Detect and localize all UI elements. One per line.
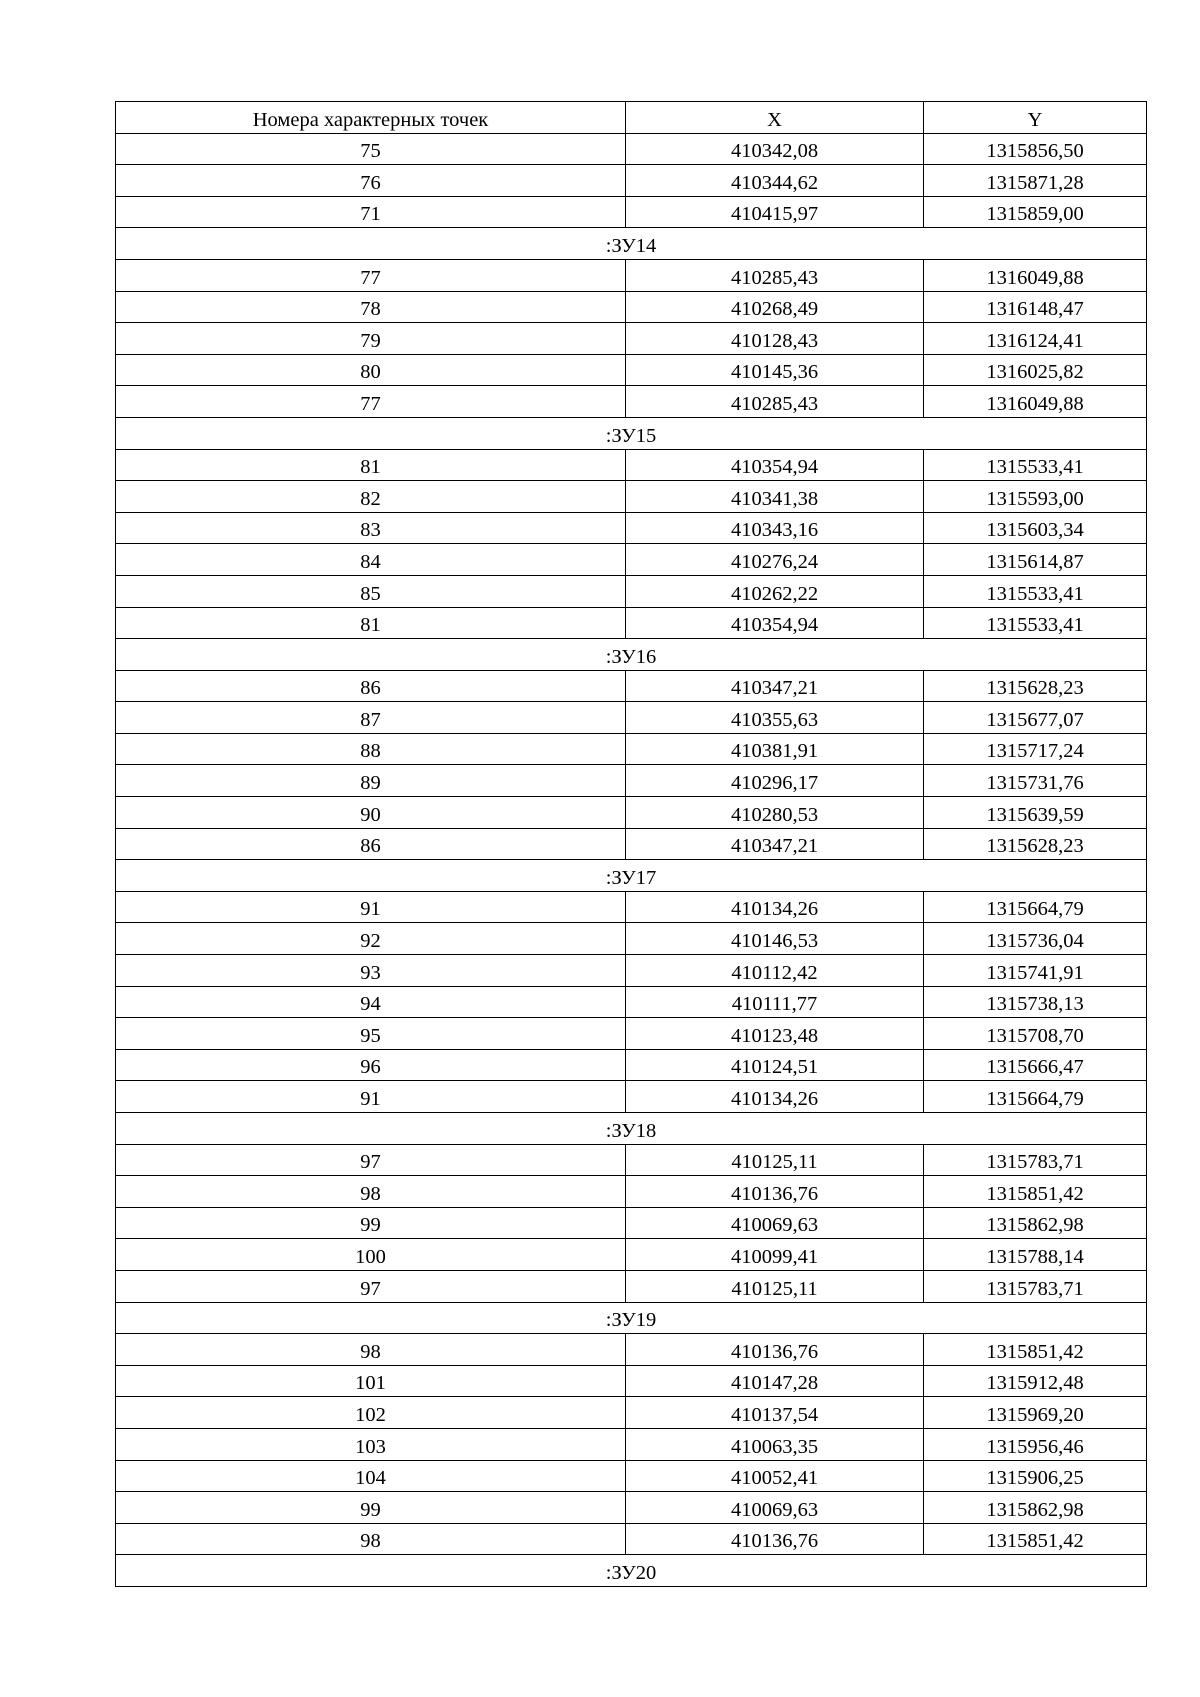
table-row bbox=[116, 765, 1147, 797]
point-number-cell: 86 bbox=[116, 670, 626, 702]
header-x: X bbox=[626, 102, 924, 134]
x-coordinate-cell: 410136,76 bbox=[626, 1334, 924, 1366]
point-number-cell: 96 bbox=[116, 1049, 626, 1081]
header-point-number: Номера характерных точек bbox=[116, 102, 626, 134]
y-coordinate-cell: 1316025,82 bbox=[924, 354, 1147, 386]
point-number-cell: 94 bbox=[116, 986, 626, 1018]
y-coordinate-cell: 1315736,04 bbox=[924, 923, 1147, 955]
table-row bbox=[116, 828, 1147, 860]
y-coordinate-cell: 1315738,13 bbox=[924, 986, 1147, 1018]
point-number-cell: 76 bbox=[116, 165, 626, 197]
y-coordinate-cell: 1315862,98 bbox=[924, 1207, 1147, 1239]
y-coordinate-cell: 1315851,42 bbox=[924, 1176, 1147, 1208]
table-row bbox=[116, 575, 1147, 607]
x-coordinate-cell: 410125,11 bbox=[626, 1144, 924, 1176]
y-coordinate-cell: 1315851,42 bbox=[924, 1334, 1147, 1366]
point-number-cell: 100 bbox=[116, 1239, 626, 1271]
y-coordinate-cell: 1316148,47 bbox=[924, 291, 1147, 323]
y-coordinate-cell: 1315851,42 bbox=[924, 1523, 1147, 1555]
point-number-cell: 77 bbox=[116, 386, 626, 418]
table-row bbox=[116, 291, 1147, 323]
table-row bbox=[116, 544, 1147, 576]
table-row bbox=[116, 1207, 1147, 1239]
coordinates-table bbox=[115, 101, 1147, 1587]
y-coordinate-cell: 1315533,41 bbox=[924, 449, 1147, 481]
table-header-row bbox=[116, 102, 1147, 134]
table-row bbox=[116, 1144, 1147, 1176]
x-coordinate-cell: 410347,21 bbox=[626, 670, 924, 702]
section-row bbox=[116, 1302, 1147, 1334]
x-coordinate-cell: 410354,94 bbox=[626, 607, 924, 639]
table-row bbox=[116, 670, 1147, 702]
y-coordinate-cell: 1316049,88 bbox=[924, 259, 1147, 291]
x-coordinate-cell: 410069,63 bbox=[626, 1207, 924, 1239]
point-number-cell: 99 bbox=[116, 1207, 626, 1239]
y-coordinate-cell: 1315533,41 bbox=[924, 607, 1147, 639]
point-number-cell: 80 bbox=[116, 354, 626, 386]
section-row bbox=[116, 228, 1147, 260]
y-coordinate-cell: 1316049,88 bbox=[924, 386, 1147, 418]
x-coordinate-cell: 410296,17 bbox=[626, 765, 924, 797]
table-row bbox=[116, 955, 1147, 987]
point-number-cell: 102 bbox=[116, 1397, 626, 1429]
y-coordinate-cell: 1315717,24 bbox=[924, 733, 1147, 765]
section-label: :ЗУ15 bbox=[116, 417, 1147, 449]
x-coordinate-cell: 410381,91 bbox=[626, 733, 924, 765]
x-coordinate-cell: 410125,11 bbox=[626, 1270, 924, 1302]
y-coordinate-cell: 1315783,71 bbox=[924, 1144, 1147, 1176]
x-coordinate-cell: 410146,53 bbox=[626, 923, 924, 955]
point-number-cell: 88 bbox=[116, 733, 626, 765]
x-coordinate-cell: 410147,28 bbox=[626, 1365, 924, 1397]
y-coordinate-cell: 1315956,46 bbox=[924, 1428, 1147, 1460]
x-coordinate-cell: 410136,76 bbox=[626, 1523, 924, 1555]
x-coordinate-cell: 410342,08 bbox=[626, 133, 924, 165]
x-coordinate-cell: 410145,36 bbox=[626, 354, 924, 386]
x-coordinate-cell: 410099,41 bbox=[626, 1239, 924, 1271]
x-coordinate-cell: 410128,43 bbox=[626, 323, 924, 355]
point-number-cell: 95 bbox=[116, 1018, 626, 1050]
point-number-cell: 77 bbox=[116, 259, 626, 291]
table-row bbox=[116, 1239, 1147, 1271]
point-number-cell: 78 bbox=[116, 291, 626, 323]
point-number-cell: 91 bbox=[116, 1081, 626, 1113]
table-row bbox=[116, 1049, 1147, 1081]
point-number-cell: 98 bbox=[116, 1523, 626, 1555]
section-label: :ЗУ16 bbox=[116, 639, 1147, 671]
section-label: :ЗУ14 bbox=[116, 228, 1147, 260]
header-y: Y bbox=[924, 102, 1147, 134]
y-coordinate-cell: 1315731,76 bbox=[924, 765, 1147, 797]
y-coordinate-cell: 1315912,48 bbox=[924, 1365, 1147, 1397]
table-row bbox=[116, 1397, 1147, 1429]
x-coordinate-cell: 410354,94 bbox=[626, 449, 924, 481]
y-coordinate-cell: 1315906,25 bbox=[924, 1460, 1147, 1492]
table-row bbox=[116, 1428, 1147, 1460]
point-number-cell: 101 bbox=[116, 1365, 626, 1397]
table-row bbox=[116, 702, 1147, 734]
section-label: :ЗУ19 bbox=[116, 1302, 1147, 1334]
x-coordinate-cell: 410415,97 bbox=[626, 196, 924, 228]
point-number-cell: 97 bbox=[116, 1144, 626, 1176]
point-number-cell: 103 bbox=[116, 1428, 626, 1460]
x-coordinate-cell: 410123,48 bbox=[626, 1018, 924, 1050]
table-row bbox=[116, 733, 1147, 765]
y-coordinate-cell: 1315628,23 bbox=[924, 828, 1147, 860]
x-coordinate-cell: 410069,63 bbox=[626, 1492, 924, 1524]
x-coordinate-cell: 410344,62 bbox=[626, 165, 924, 197]
x-coordinate-cell: 410280,53 bbox=[626, 797, 924, 829]
table-row bbox=[116, 1460, 1147, 1492]
y-coordinate-cell: 1315614,87 bbox=[924, 544, 1147, 576]
section-label: :ЗУ20 bbox=[116, 1555, 1147, 1587]
y-coordinate-cell: 1316124,41 bbox=[924, 323, 1147, 355]
section-row bbox=[116, 417, 1147, 449]
point-number-cell: 91 bbox=[116, 891, 626, 923]
point-number-cell: 89 bbox=[116, 765, 626, 797]
point-number-cell: 85 bbox=[116, 575, 626, 607]
point-number-cell: 84 bbox=[116, 544, 626, 576]
y-coordinate-cell: 1315533,41 bbox=[924, 575, 1147, 607]
point-number-cell: 87 bbox=[116, 702, 626, 734]
table-row bbox=[116, 1176, 1147, 1208]
point-number-cell: 104 bbox=[116, 1460, 626, 1492]
section-row bbox=[116, 1113, 1147, 1145]
point-number-cell: 81 bbox=[116, 449, 626, 481]
section-row bbox=[116, 1555, 1147, 1587]
table-row bbox=[116, 165, 1147, 197]
y-coordinate-cell: 1315856,50 bbox=[924, 133, 1147, 165]
table-row bbox=[116, 923, 1147, 955]
x-coordinate-cell: 410124,51 bbox=[626, 1049, 924, 1081]
y-coordinate-cell: 1315783,71 bbox=[924, 1270, 1147, 1302]
y-coordinate-cell: 1315862,98 bbox=[924, 1492, 1147, 1524]
table-row bbox=[116, 1018, 1147, 1050]
table-row bbox=[116, 607, 1147, 639]
y-coordinate-cell: 1315677,07 bbox=[924, 702, 1147, 734]
y-coordinate-cell: 1315664,79 bbox=[924, 891, 1147, 923]
y-coordinate-cell: 1315628,23 bbox=[924, 670, 1147, 702]
x-coordinate-cell: 410112,42 bbox=[626, 955, 924, 987]
point-number-cell: 98 bbox=[116, 1334, 626, 1366]
x-coordinate-cell: 410343,16 bbox=[626, 512, 924, 544]
x-coordinate-cell: 410285,43 bbox=[626, 386, 924, 418]
table-row bbox=[116, 259, 1147, 291]
y-coordinate-cell: 1315666,47 bbox=[924, 1049, 1147, 1081]
point-number-cell: 97 bbox=[116, 1270, 626, 1302]
table-row bbox=[116, 133, 1147, 165]
point-number-cell: 86 bbox=[116, 828, 626, 860]
y-coordinate-cell: 1315639,59 bbox=[924, 797, 1147, 829]
x-coordinate-cell: 410134,26 bbox=[626, 891, 924, 923]
table-row bbox=[116, 1081, 1147, 1113]
point-number-cell: 71 bbox=[116, 196, 626, 228]
point-number-cell: 83 bbox=[116, 512, 626, 544]
x-coordinate-cell: 410268,49 bbox=[626, 291, 924, 323]
point-number-cell: 93 bbox=[116, 955, 626, 987]
y-coordinate-cell: 1315664,79 bbox=[924, 1081, 1147, 1113]
table-row bbox=[116, 512, 1147, 544]
y-coordinate-cell: 1315708,70 bbox=[924, 1018, 1147, 1050]
point-number-cell: 79 bbox=[116, 323, 626, 355]
section-row bbox=[116, 639, 1147, 671]
section-label: :ЗУ17 bbox=[116, 860, 1147, 892]
point-number-cell: 75 bbox=[116, 133, 626, 165]
point-number-cell: 98 bbox=[116, 1176, 626, 1208]
y-coordinate-cell: 1315788,14 bbox=[924, 1239, 1147, 1271]
table-row bbox=[116, 1492, 1147, 1524]
table-body bbox=[116, 133, 1147, 1586]
x-coordinate-cell: 410134,26 bbox=[626, 1081, 924, 1113]
x-coordinate-cell: 410137,54 bbox=[626, 1397, 924, 1429]
table-row bbox=[116, 1523, 1147, 1555]
section-row bbox=[116, 860, 1147, 892]
x-coordinate-cell: 410136,76 bbox=[626, 1176, 924, 1208]
point-number-cell: 92 bbox=[116, 923, 626, 955]
point-number-cell: 81 bbox=[116, 607, 626, 639]
table-row bbox=[116, 1270, 1147, 1302]
point-number-cell: 82 bbox=[116, 481, 626, 513]
table-row bbox=[116, 797, 1147, 829]
x-coordinate-cell: 410111,77 bbox=[626, 986, 924, 1018]
x-coordinate-cell: 410355,63 bbox=[626, 702, 924, 734]
x-coordinate-cell: 410052,41 bbox=[626, 1460, 924, 1492]
x-coordinate-cell: 410276,24 bbox=[626, 544, 924, 576]
table-row bbox=[116, 354, 1147, 386]
y-coordinate-cell: 1315859,00 bbox=[924, 196, 1147, 228]
table-row bbox=[116, 986, 1147, 1018]
table-row bbox=[116, 196, 1147, 228]
x-coordinate-cell: 410347,21 bbox=[626, 828, 924, 860]
y-coordinate-cell: 1315871,28 bbox=[924, 165, 1147, 197]
table-row bbox=[116, 481, 1147, 513]
table-row bbox=[116, 891, 1147, 923]
x-coordinate-cell: 410341,38 bbox=[626, 481, 924, 513]
point-number-cell: 99 bbox=[116, 1492, 626, 1524]
table-row bbox=[116, 323, 1147, 355]
point-number-cell: 90 bbox=[116, 797, 626, 829]
y-coordinate-cell: 1315593,00 bbox=[924, 481, 1147, 513]
table-row bbox=[116, 449, 1147, 481]
x-coordinate-cell: 410262,22 bbox=[626, 575, 924, 607]
table-row bbox=[116, 1365, 1147, 1397]
table-row bbox=[116, 386, 1147, 418]
y-coordinate-cell: 1315969,20 bbox=[924, 1397, 1147, 1429]
section-label: :ЗУ18 bbox=[116, 1113, 1147, 1145]
table-row bbox=[116, 1334, 1147, 1366]
y-coordinate-cell: 1315603,34 bbox=[924, 512, 1147, 544]
x-coordinate-cell: 410063,35 bbox=[626, 1428, 924, 1460]
x-coordinate-cell: 410285,43 bbox=[626, 259, 924, 291]
y-coordinate-cell: 1315741,91 bbox=[924, 955, 1147, 987]
